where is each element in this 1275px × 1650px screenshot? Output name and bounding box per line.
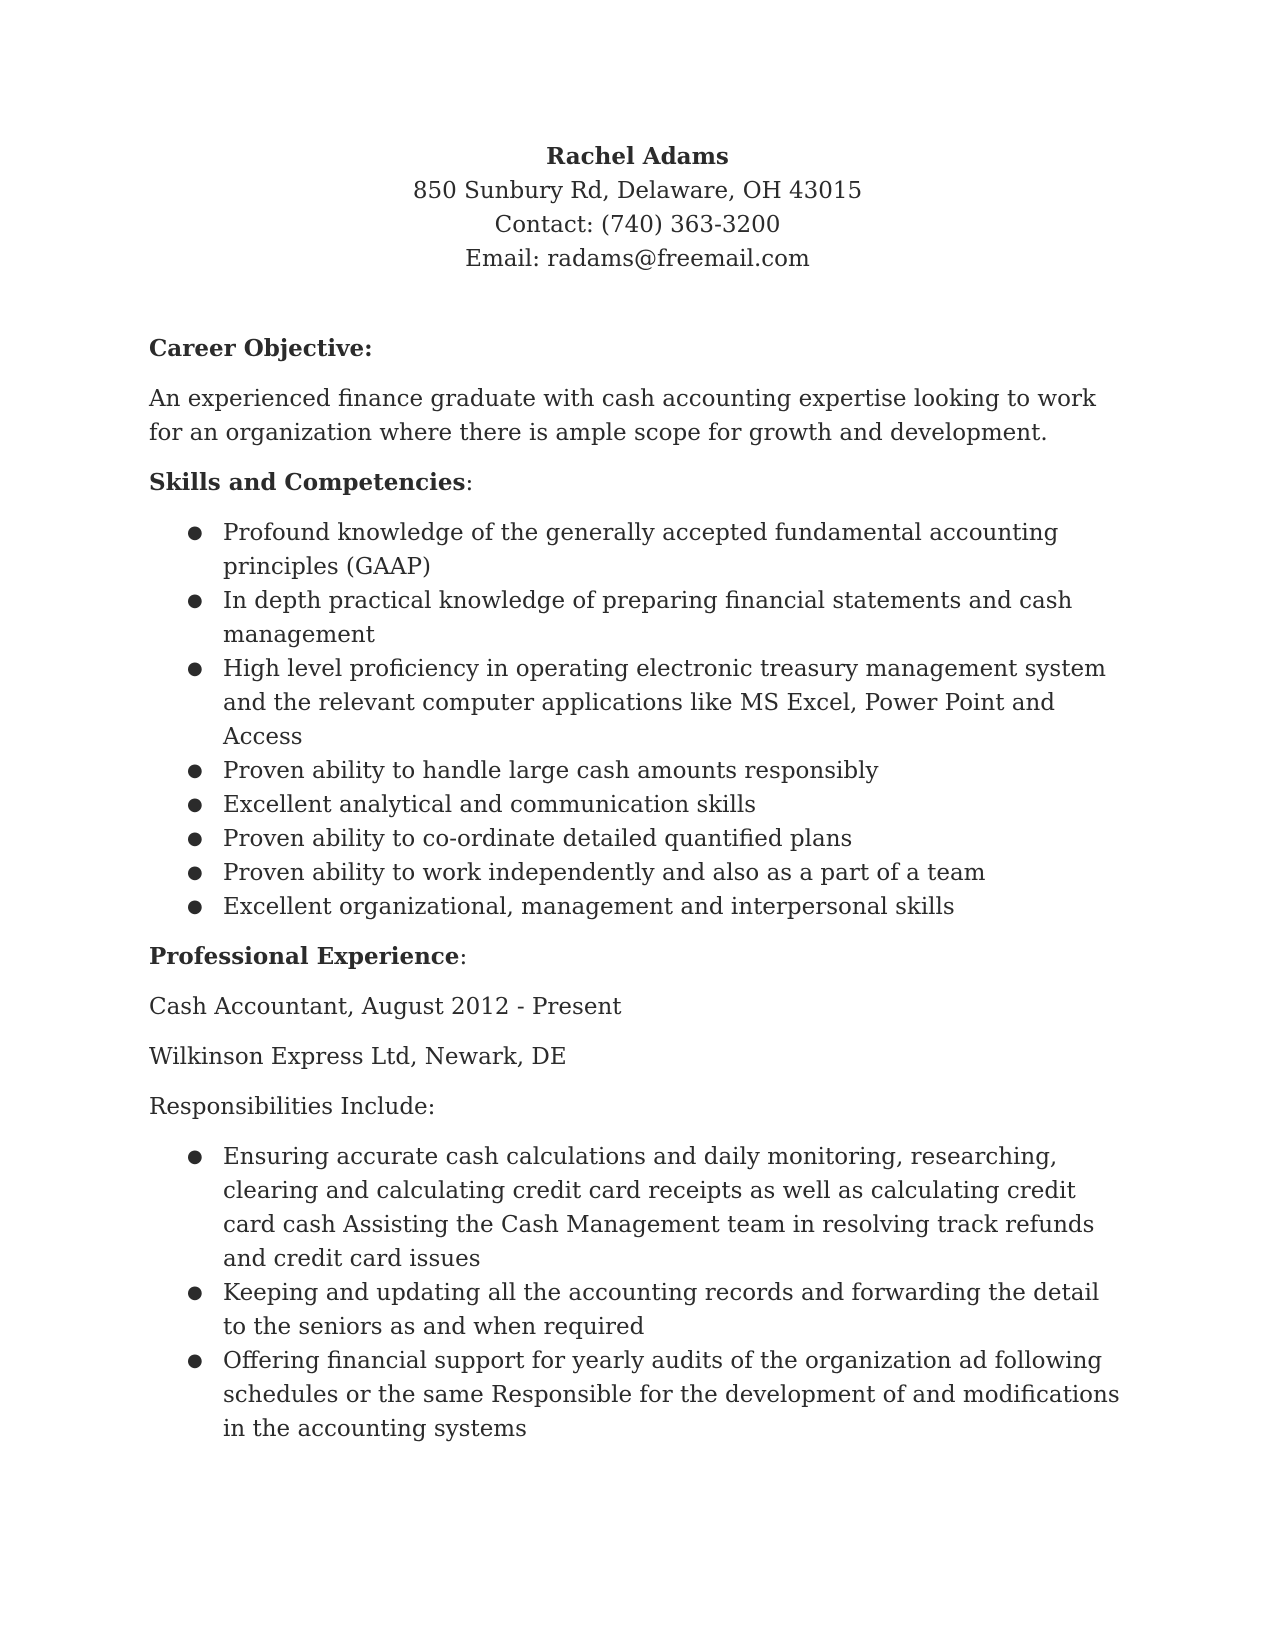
skill-item (149, 652, 1129, 754)
skill-item-text: High level proficiency in operating electronic treasury management system and the relevant computer applications like MS Excel, Power Point and Access (223, 656, 1106, 750)
bullet-icon: ● (187, 590, 203, 611)
skill-item (149, 516, 1129, 584)
bullet-icon: ● (187, 828, 203, 849)
bullet-icon: ● (187, 794, 203, 815)
job-position: Cash Accountant, August 2012 - Present (149, 994, 622, 1020)
skills-heading-colon: : (465, 470, 474, 496)
skills-heading (149, 466, 1129, 500)
responsibilities-label: Responsibilities Include: (149, 1094, 436, 1120)
skill-item (149, 856, 1129, 890)
skill-item (149, 584, 1129, 652)
skill-item (149, 822, 1129, 856)
job-company: Wilkinson Express Ltd, Newark, DE (149, 1044, 567, 1070)
candidate-address: 850 Sunbury Rd, Delaware, OH 43015 (412, 178, 863, 204)
career-objective-text: An experienced finance graduate with cash accounting expertise looking to work for an organization where there is ample scope for growth and development. (149, 386, 1096, 446)
resume-header (0, 140, 1275, 276)
skill-item-text: Proven ability to work independently and also as a part of a team (223, 860, 986, 886)
responsibility-item (149, 1344, 1129, 1446)
skill-item-text: Proven ability to co-ordinate detailed quantified plans (223, 826, 853, 852)
experience-heading-label: Professional Experience (149, 943, 460, 970)
bullet-icon: ● (187, 862, 203, 883)
skills-list (149, 516, 1129, 924)
bullet-icon: ● (187, 1350, 203, 1371)
responsibilities-list (149, 1140, 1129, 1446)
career-objective-heading (149, 332, 1129, 366)
responsibility-item-text: Offering financial support for yearly audits of the organization ad following schedules or the same Responsible for the development of and modifications in the accounting systems (223, 1348, 1120, 1442)
skill-item (149, 754, 1129, 788)
responsibility-item (149, 1140, 1129, 1276)
skill-item-text: Excellent analytical and communication skills (223, 792, 757, 818)
bullet-icon: ● (187, 1146, 203, 1167)
responsibility-item-text: Keeping and updating all the accounting records and forwarding the detail to the seniors as and when required (223, 1280, 1100, 1340)
career-objective-heading-label: Career Objective: (149, 335, 373, 362)
experience-heading-colon: : (459, 944, 468, 970)
bullet-icon: ● (187, 522, 203, 543)
bullet-icon: ● (187, 1282, 203, 1303)
responsibility-item-text: Ensuring accurate cash calculations and daily monitoring, researching, clearing and calculating credit card receipts as well as calculating credit card cash Assisting the Cash Management team in resolving track refunds and credit card issues (223, 1144, 1095, 1272)
candidate-contact: Contact: (740) 363-3200 (494, 212, 781, 238)
skill-item (149, 788, 1129, 822)
responsibility-item (149, 1276, 1129, 1344)
skill-item-text: Excellent organizational, management and interpersonal skills (223, 894, 955, 920)
resume-body (149, 332, 1129, 1462)
skill-item-text: Profound knowledge of the generally accepted fundamental accounting principles (GAAP) (223, 520, 1059, 580)
skill-item-text: In depth practical knowledge of preparing financial statements and cash management (223, 588, 1073, 648)
bullet-icon: ● (187, 658, 203, 679)
candidate-email: Email: radams@freemail.com (465, 246, 810, 272)
skill-item (149, 890, 1129, 924)
bullet-icon: ● (187, 760, 203, 781)
skill-item-text: Proven ability to handle large cash amounts responsibly (223, 758, 879, 784)
candidate-name: Rachel Adams (546, 143, 729, 170)
experience-heading (149, 940, 1129, 974)
skills-heading-label: Skills and Competencies (149, 469, 466, 496)
bullet-icon: ● (187, 896, 203, 917)
